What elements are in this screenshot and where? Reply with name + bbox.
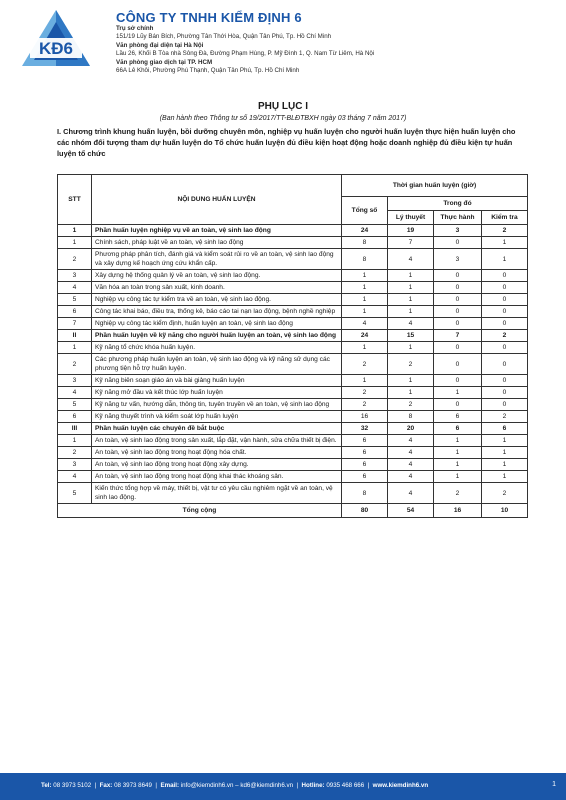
table-row bbox=[58, 294, 528, 306]
row-practice: 3 bbox=[434, 249, 482, 270]
table-row bbox=[58, 447, 528, 459]
row-test: 0 bbox=[482, 375, 528, 387]
office-address: 66A Lê Khôi, Phường Phú Thạnh, Quận Tân Phú, Tp. Hồ Chí Minh bbox=[116, 67, 300, 75]
company-address-block bbox=[116, 25, 556, 75]
row-stt: 1 bbox=[58, 237, 92, 249]
header-within: Trong đó bbox=[388, 197, 528, 211]
office-heading: Văn phòng giao dịch tại TP. HCM bbox=[116, 58, 213, 66]
row-total: 1 bbox=[342, 294, 388, 306]
email-label: Email: bbox=[160, 782, 180, 789]
row-stt: 7 bbox=[58, 318, 92, 330]
row-test: 0 bbox=[482, 282, 528, 294]
row-content: An toàn, vệ sinh lao động trong hoạt động hóa chất. bbox=[92, 447, 342, 459]
row-content: Phần huấn luyện nghiệp vụ về an toàn, vệ sinh lao động bbox=[92, 225, 342, 237]
row-stt: 1 bbox=[58, 342, 92, 354]
hotline-value: 0935 468 666 bbox=[326, 782, 365, 789]
company-header bbox=[116, 10, 556, 75]
row-theory: 2 bbox=[388, 354, 434, 375]
header-stt: STT bbox=[58, 175, 92, 225]
row-test: 1 bbox=[482, 237, 528, 249]
tel-value: 08 3973 5102 bbox=[53, 782, 92, 789]
row-test: 0 bbox=[482, 342, 528, 354]
row-content: Phương pháp phân tích, đánh giá và kiểm soát rủi ro về an toàn, vệ sinh lao động và xây dựng kế hoạch ứng cứu khẩn cấp. bbox=[92, 249, 342, 270]
row-theory: 4 bbox=[388, 447, 434, 459]
row-theory: 4 bbox=[388, 459, 434, 471]
table-row bbox=[58, 318, 528, 330]
row-total: 2 bbox=[342, 387, 388, 399]
row-stt: 5 bbox=[58, 399, 92, 411]
row-theory: 4 bbox=[388, 318, 434, 330]
header-time: Thời gian huấn luyện (giờ) bbox=[342, 175, 528, 197]
row-test: 1 bbox=[482, 459, 528, 471]
table-row bbox=[58, 306, 528, 318]
row-stt: 5 bbox=[58, 294, 92, 306]
row-content: Chính sách, pháp luật về an toàn, vệ sinh lao động bbox=[92, 237, 342, 249]
row-practice: 2 bbox=[434, 483, 482, 504]
row-content: Kỹ năng biên soạn giáo án và bài giảng huấn luyện bbox=[92, 375, 342, 387]
row-test: 6 bbox=[482, 423, 528, 435]
row-theory: 7 bbox=[388, 237, 434, 249]
row-test: 0 bbox=[482, 318, 528, 330]
row-content: Phần huấn luyện về kỹ năng cho người huấn luyện an toàn, vệ sinh lao động bbox=[92, 330, 342, 342]
row-theory: 1 bbox=[388, 375, 434, 387]
row-stt: 5 bbox=[58, 483, 92, 504]
row-content: Văn hóa an toàn trong sản xuất, kinh doanh. bbox=[92, 282, 342, 294]
page-title: PHỤ LỤC I bbox=[258, 101, 308, 112]
row-test: 0 bbox=[482, 387, 528, 399]
row-content: Công tác khai báo, điều tra, thống kê, báo cáo tai nạn lao động, bệnh nghề nghiệp bbox=[92, 306, 342, 318]
table-row bbox=[58, 354, 528, 375]
row-content: An toàn, vệ sinh lao động trong hoạt động khai thác khoáng sản. bbox=[92, 471, 342, 483]
total-row-practice: 16 bbox=[434, 504, 482, 518]
page-footer bbox=[0, 773, 566, 800]
row-test: 2 bbox=[482, 483, 528, 504]
header-theory: Lý thuyết bbox=[388, 211, 434, 225]
row-total: 1 bbox=[342, 270, 388, 282]
row-test: 0 bbox=[482, 399, 528, 411]
row-content: Kỹ năng thuyết trình và kiểm soát lớp huấn luyện bbox=[92, 411, 342, 423]
table-row bbox=[58, 249, 528, 270]
row-stt: 6 bbox=[58, 411, 92, 423]
total-row-theory: 54 bbox=[388, 504, 434, 518]
header-practice: Thực hành bbox=[434, 211, 482, 225]
row-theory: 1 bbox=[388, 270, 434, 282]
company-name: CÔNG TY TNHH KIỂM ĐỊNH 6 bbox=[116, 10, 302, 25]
row-total: 6 bbox=[342, 447, 388, 459]
row-total: 4 bbox=[342, 318, 388, 330]
row-test: 2 bbox=[482, 330, 528, 342]
row-practice: 1 bbox=[434, 471, 482, 483]
company-logo bbox=[20, 8, 92, 68]
row-total: 24 bbox=[342, 225, 388, 237]
table-row bbox=[58, 483, 528, 504]
row-stt: 3 bbox=[58, 375, 92, 387]
row-test: 0 bbox=[482, 354, 528, 375]
row-theory: 19 bbox=[388, 225, 434, 237]
fax-label: Fax: bbox=[99, 782, 113, 789]
row-stt: 4 bbox=[58, 471, 92, 483]
row-theory: 1 bbox=[388, 282, 434, 294]
section-row bbox=[58, 423, 528, 435]
section-row bbox=[58, 330, 528, 342]
row-test: 1 bbox=[482, 471, 528, 483]
row-stt: 2 bbox=[58, 354, 92, 375]
table-row bbox=[58, 342, 528, 354]
row-test: 0 bbox=[482, 294, 528, 306]
row-test: 2 bbox=[482, 411, 528, 423]
row-content: Xây dựng hệ thống quản lý về an toàn, vệ sinh lao động. bbox=[92, 270, 342, 282]
table-row bbox=[58, 459, 528, 471]
row-practice: 3 bbox=[434, 225, 482, 237]
row-total: 8 bbox=[342, 237, 388, 249]
row-theory: 1 bbox=[388, 387, 434, 399]
row-content: Kiến thức tổng hợp về máy, thiết bị, vật tư có yêu cầu nghiêm ngặt về an toàn, vệ sinh lao động. bbox=[92, 483, 342, 504]
header-test: Kiểm tra bbox=[482, 211, 528, 225]
row-theory: 1 bbox=[388, 294, 434, 306]
row-total: 2 bbox=[342, 354, 388, 375]
row-total: 1 bbox=[342, 342, 388, 354]
row-content: An toàn, vệ sinh lao động trong sản xuất, lắp đặt, vận hành, sửa chữa thiết bị điện. bbox=[92, 435, 342, 447]
row-content: Nghiệp vụ công tác tự kiểm tra về an toàn, vệ sinh lao động. bbox=[92, 294, 342, 306]
table-row bbox=[58, 411, 528, 423]
table-row bbox=[58, 387, 528, 399]
row-practice: 7 bbox=[434, 330, 482, 342]
row-total: 6 bbox=[342, 435, 388, 447]
row-practice: 1 bbox=[434, 447, 482, 459]
total-row-label: Tổng cộng bbox=[58, 504, 342, 518]
row-practice: 1 bbox=[434, 387, 482, 399]
row-theory: 1 bbox=[388, 342, 434, 354]
table-row bbox=[58, 471, 528, 483]
row-total: 6 bbox=[342, 459, 388, 471]
row-content: Nghiệp vụ công tác kiểm định, huấn luyện an toàn, vệ sinh lao động bbox=[92, 318, 342, 330]
row-content: Phần huấn luyện các chuyên đề bắt buộc bbox=[92, 423, 342, 435]
section-intro: I. Chương trình khung huấn luyện, bồi dưỡng chuyên môn, nghiệp vụ huấn luyện cho người huấn luyện thực hiện huấn luyện cho các nhóm đối tượng tham dự huấn luyện do Tổ chức huấn luyện đủ điều kiện hoạt động hoặc doanh nghiệp đủ điều kiện tự huấn luyện tổ chức bbox=[57, 127, 516, 158]
row-total: 1 bbox=[342, 306, 388, 318]
row-total: 24 bbox=[342, 330, 388, 342]
row-content: Các phương pháp huấn luyện an toàn, vệ sinh lao động và kỹ năng sử dụng các phương tiện hỗ trợ huấn luyện. bbox=[92, 354, 342, 375]
row-stt: III bbox=[58, 423, 92, 435]
training-program-table bbox=[57, 174, 528, 518]
row-stt: 6 bbox=[58, 306, 92, 318]
row-practice: 0 bbox=[434, 399, 482, 411]
row-practice: 0 bbox=[434, 306, 482, 318]
row-stt: 2 bbox=[58, 447, 92, 459]
row-stt: 2 bbox=[58, 249, 92, 270]
hotline-label: Hotline: bbox=[301, 782, 325, 789]
row-practice: 0 bbox=[434, 342, 482, 354]
row-theory: 20 bbox=[388, 423, 434, 435]
table-row bbox=[58, 375, 528, 387]
website-link[interactable]: www.kiemdinh6.vn bbox=[372, 782, 429, 789]
row-content: Kỹ năng tổ chức khóa huấn luyện. bbox=[92, 342, 342, 354]
row-theory: 4 bbox=[388, 471, 434, 483]
row-theory: 15 bbox=[388, 330, 434, 342]
row-test: 2 bbox=[482, 225, 528, 237]
page-subtitle: (Ban hành theo Thông tư số 19/2017/TT-BLĐTBXH ngày 03 tháng 7 năm 2017) bbox=[159, 115, 407, 122]
row-practice: 1 bbox=[434, 459, 482, 471]
row-stt: 4 bbox=[58, 282, 92, 294]
row-content: Kỹ năng mở đầu và kết thúc lớp huấn luyện bbox=[92, 387, 342, 399]
table-row bbox=[58, 282, 528, 294]
row-content: An toàn, vệ sinh lao động trong hoạt động xây dựng. bbox=[92, 459, 342, 471]
row-stt: II bbox=[58, 330, 92, 342]
office-address: Lầu 26, Khối B Tòa nhà Sông Đà, Đường Phạm Hùng, P. Mỹ Đình 1, Q. Nam Từ Liêm, Hà Nội bbox=[116, 50, 375, 58]
row-theory: 4 bbox=[388, 249, 434, 270]
email-value[interactable]: info@kiemdinh6.vn – kd6@kiemdinh6.vn bbox=[180, 782, 294, 789]
row-total: 6 bbox=[342, 471, 388, 483]
row-stt: 1 bbox=[58, 435, 92, 447]
row-practice: 1 bbox=[434, 435, 482, 447]
row-total: 8 bbox=[342, 249, 388, 270]
section-row bbox=[58, 225, 528, 237]
row-stt: 4 bbox=[58, 387, 92, 399]
page-number: 1 bbox=[552, 781, 556, 788]
row-total: 16 bbox=[342, 411, 388, 423]
row-theory: 8 bbox=[388, 411, 434, 423]
row-total: 2 bbox=[342, 399, 388, 411]
row-practice: 6 bbox=[434, 411, 482, 423]
row-practice: 0 bbox=[434, 318, 482, 330]
row-practice: 0 bbox=[434, 375, 482, 387]
row-total: 1 bbox=[342, 282, 388, 294]
tel-label: Tel: bbox=[41, 782, 52, 789]
total-row-test: 10 bbox=[482, 504, 528, 518]
row-test: 1 bbox=[482, 249, 528, 270]
row-stt: 1 bbox=[58, 225, 92, 237]
fax-value: 08 3973 8649 bbox=[114, 782, 152, 789]
row-practice: 0 bbox=[434, 270, 482, 282]
office-address: 151/19 Lũy Bán Bích, Phường Tân Thới Hòa, Quận Tân Phú, Tp. Hồ Chí Minh bbox=[116, 33, 332, 41]
header-content: NỘI DUNG HUẤN LUYỆN bbox=[92, 175, 342, 225]
office-heading: Văn phòng đại diện tại Hà Nội bbox=[116, 41, 204, 49]
row-content: Kỹ năng tư vấn, hướng dẫn, thông tin, tuyên truyền về an toàn, vệ sinh lao động bbox=[92, 399, 342, 411]
row-total: 8 bbox=[342, 483, 388, 504]
row-practice: 6 bbox=[434, 423, 482, 435]
svg-text:KĐ6: KĐ6 bbox=[38, 39, 74, 58]
table-row bbox=[58, 237, 528, 249]
row-practice: 0 bbox=[434, 354, 482, 375]
row-total: 32 bbox=[342, 423, 388, 435]
row-total: 1 bbox=[342, 375, 388, 387]
total-row-total: 80 bbox=[342, 504, 388, 518]
row-practice: 0 bbox=[434, 237, 482, 249]
row-theory: 4 bbox=[388, 435, 434, 447]
row-stt: 3 bbox=[58, 459, 92, 471]
row-test: 1 bbox=[482, 435, 528, 447]
row-test: 0 bbox=[482, 270, 528, 282]
row-practice: 0 bbox=[434, 282, 482, 294]
footer-contact: Tel: 08 3973 5102 | Fax: 08 3973 8649 | Email: info@kiemdinh6.vn – kd6@kiemdinh6.vn | Hotline: 0935 468 666 | www.kiemdinh6.vn bbox=[41, 782, 429, 789]
table-row bbox=[58, 270, 528, 282]
row-test: 0 bbox=[482, 306, 528, 318]
row-practice: 0 bbox=[434, 294, 482, 306]
table-row bbox=[58, 435, 528, 447]
row-stt: 3 bbox=[58, 270, 92, 282]
row-theory: 1 bbox=[388, 306, 434, 318]
row-theory: 4 bbox=[388, 483, 434, 504]
office-heading: Trụ sở chính bbox=[116, 25, 154, 32]
header-total: Tổng số bbox=[342, 197, 388, 225]
table-row bbox=[58, 399, 528, 411]
row-test: 1 bbox=[482, 447, 528, 459]
row-theory: 2 bbox=[388, 399, 434, 411]
